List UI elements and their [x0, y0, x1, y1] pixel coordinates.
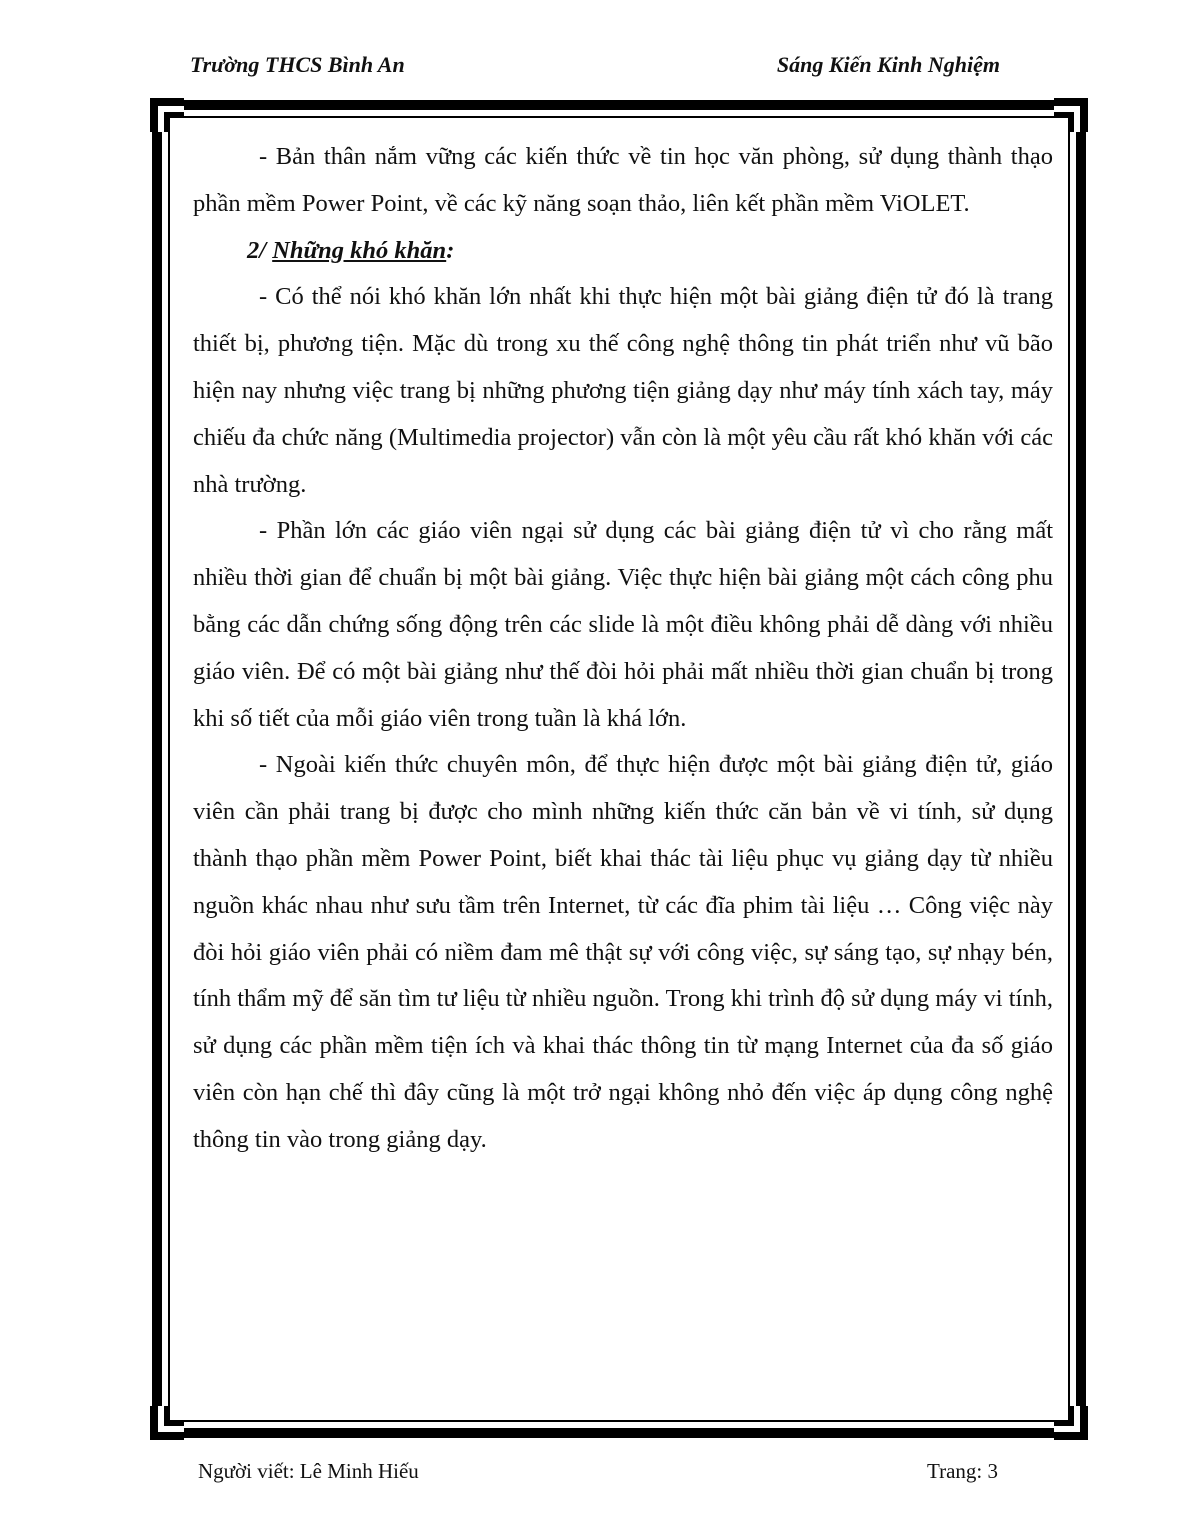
border-bottom-bar	[184, 1428, 1056, 1438]
border-corner-top-left	[150, 98, 184, 132]
border-bottom-line	[184, 1420, 1056, 1422]
page-header	[190, 52, 1000, 88]
section-number: 2/	[247, 236, 273, 264]
page-footer	[198, 1459, 998, 1489]
page-number: Trang: 3	[927, 1459, 998, 1483]
paragraph-skills: - Ngoài kiến thức chuyên môn, để thực hiện được một bài giảng điện tử, giáo viên cần phải trang bị được cho mình những kiến thức căn bản về vi tính, sử dụng thành thạo phần mềm Power Point, biết khai thác tài liệu phục vụ giảng dạy từ nhiều nguồn khác nhau như sưu tầm trên Internet, từ các đĩa phim tài liệu … Công việc này đòi hỏi giáo viên phải có niềm đam mê thật sự với công việc, sự sáng tạo, sự nhạy bén, tính thẩm mỹ để săn tìm tư liệu từ nhiều nguồn. Trong khi trình độ sử dụng máy vi tính, sử dụng các phần mềm tiện ích và khai thác thông tin từ mạng Internet của đa số giáo viên còn hạn chế thì đây cũng là một trở ngại không nhỏ đến việc áp dụng công nghệ thông tin vào trong giảng dạy.	[193, 751, 1053, 1153]
border-top-bar	[184, 100, 1056, 110]
document-title: Sáng Kiến Kinh Nghiệm	[776, 52, 1000, 77]
border-top-line	[184, 116, 1056, 118]
paragraph-knowledge: - Bản thân nắm vững các kiến thức về tin học văn phòng, sử dụng thành thạo phần mềm Power Point, về các kỹ năng soạn thảo, liên kết phần mềm ViOLET.	[193, 143, 1053, 217]
border-corner-bottom-left	[150, 1406, 184, 1440]
border-right-bar	[1076, 132, 1086, 1406]
section-title: Những khó khăn	[272, 236, 447, 264]
border-corner-bottom-right	[1054, 1406, 1088, 1440]
paragraph-equipment: - Có thể nói khó khăn lớn nhất khi thực hiện một bài giảng điện tử đó là trang thiết bị, phương tiện. Mặc dù trong xu thế công nghệ thông tin phát triển như vũ bão hiện nay nhưng việc trang bị những phương tiện giảng dạy như máy tính xách tay, máy chiếu đa chức năng (Multimedia projector) vẫn còn là một yêu cầu rất khó khăn với các nhà trường.	[193, 283, 1053, 498]
paragraph-time: - Phần lớn các giáo viên ngại sử dụng các bài giảng điện tử vì cho rằng mất nhiều thời gian để chuẩn bị một bài giảng. Việc thực hiện bài giảng một cách công phu bằng các dẫn chứng sống động trên các slide là một điều không phải dễ dàng với nhiều giáo viên. Để có một bài giảng như thế đòi hỏi phải mất nhiều thời gian chuẩn bị trong khi số tiết của mỗi giáo viên trong tuần là khá lớn.	[193, 517, 1053, 732]
border-left-line	[168, 132, 170, 1406]
school-name: Trường THCS Bình An	[190, 52, 405, 77]
section-colon: :	[446, 236, 455, 264]
author-name: Người viết: Lê Minh Hiếu	[198, 1459, 419, 1483]
document-body	[193, 134, 1053, 1164]
section-heading	[193, 228, 1053, 275]
border-left-bar	[152, 132, 162, 1406]
border-corner-top-right	[1054, 98, 1088, 132]
border-right-line	[1068, 132, 1070, 1406]
